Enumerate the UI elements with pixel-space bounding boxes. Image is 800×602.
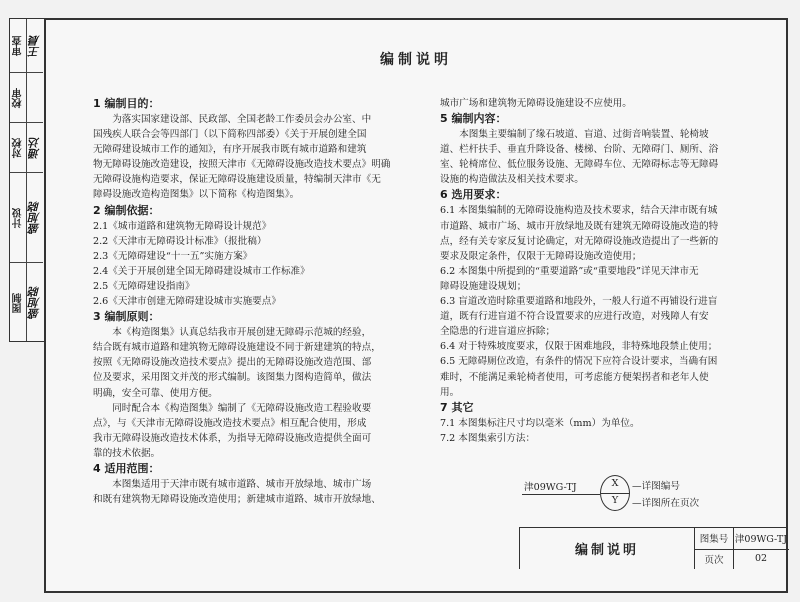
section-4-heading: 4 适用范围：	[93, 461, 160, 475]
title-block-grid	[694, 528, 789, 569]
atlas-number-value: 津09WG-TJ	[734, 534, 788, 546]
s4-continuation: 城市广场和建筑物无障碍设施建设不应使用。	[440, 98, 632, 109]
s3-line: 点》，与《天津市无障碍设施改造技术要点》相互配合使用，形成	[93, 417, 367, 429]
s3-line: 位及要求，采用图文并茂的形式编制。该图集力图构造简单，做法	[93, 372, 372, 384]
s3-line: 靠的技术依据。	[93, 447, 161, 459]
s1-line: 障碍设施改造构造图集》以下简称《构造图集》。	[93, 189, 300, 201]
left-column	[93, 96, 421, 507]
strip-signature-design: 盛旭晓	[28, 201, 41, 235]
s3-line: 明确，安全可靠、使用方便。	[93, 387, 218, 399]
strip-label-draw: 图制	[13, 293, 24, 313]
signoff-strip	[9, 18, 44, 342]
section-6-heading: 6 选用要求：	[440, 188, 507, 202]
index-detail-number: X	[611, 478, 619, 489]
s4-line: 和既有建筑物无障碍设施改造使用；新建城市道路、城市开放绿地、	[93, 494, 381, 506]
s6-line: 6.3 盲道改造时除重要道路和地段外，一般人行道不再铺设行进盲	[440, 296, 718, 308]
title-block-row-atlas	[695, 528, 789, 550]
s3-line: 按照《无障碍设施改造技术要点》提出的无障碍设施改造范围、部	[93, 357, 372, 369]
s1-line: 无障碍建设城市工作的通知》，有序开展我市既有城市道路和建筑	[93, 144, 367, 156]
strip-signature-draw: 盛旭晓	[28, 286, 41, 320]
s4-line: 本图集适用于天津市既有城市道路、城市开放绿地、城市广场	[112, 478, 372, 490]
right-column	[440, 96, 770, 446]
s6-line: 难时，不能满足乘轮椅者使用，可考虑能方便架拐者和老年人使	[440, 371, 709, 383]
s7-line: 7.2 本图集索引方法：	[440, 432, 536, 444]
strip-signature-check	[28, 77, 42, 119]
s2-item: 2.6《天津市创建无障碍建设城市实施要点》	[93, 296, 281, 308]
s5-line: 本图集主要编制了缘石坡道、盲道、过街音响装置、轮椅坡	[459, 129, 709, 141]
strip-label-review: 审查	[13, 36, 24, 56]
s6-line: 6.2 本图集中所提到的“重要道路”或“重要地段”详见天津市无	[440, 265, 699, 277]
index-atlas-code: 津09WG-TJ	[524, 482, 577, 493]
strip-label-check: 校审	[13, 88, 24, 108]
page-title: 编制说明	[380, 52, 452, 68]
s2-item: 2.3《无障碍建设“十一五”实施方案》	[93, 250, 253, 262]
section-1-heading: 1 编制目的：	[93, 97, 160, 110]
s6-line: 市道路、城市广场、城市开放绿地及既有建筑无障碍设施改造的特	[440, 220, 719, 232]
section-5-heading: 5 编制内容：	[440, 112, 507, 126]
s2-item: 2.5《无障碍建设指南》	[93, 280, 195, 292]
section-7-heading: 7 其它	[440, 400, 474, 414]
s5-line: 道、栏杆扶手、垂直升降设备、楼梯、台阶、无障碍门、厕所、浴	[440, 144, 719, 156]
title-block-row-page	[695, 549, 789, 570]
index-label-detail: —详图编号	[632, 481, 680, 492]
s6-line: 6.1 本图集编制的无障碍设施构造及技术要求，结合天津市既有城	[440, 205, 718, 217]
index-circle-divider	[601, 493, 629, 494]
page-number-label: 页次	[695, 549, 734, 570]
title-block	[519, 527, 788, 569]
s6-line: 全隐患的行进盲道应拆除；	[440, 326, 556, 338]
s6-line: 6.5 无障碍厕位改造，有条件的情况下应符合设计要求，当确有困	[440, 356, 718, 368]
s6-line: 点，经有关专家反复讨论确定，对无障碍设施改造提出了一些新的	[440, 235, 719, 247]
s3-line: 结合既有城市道路和建筑物无障碍设施建设不同于新建建筑的特点，	[93, 342, 381, 354]
index-page-number: Y	[611, 495, 619, 506]
s2-item: 2.1《城市道路和建筑物无障碍设计规范》	[93, 220, 272, 232]
index-circle	[600, 475, 630, 511]
title-block-name: 编制说明	[574, 543, 639, 558]
s6-line: 6.4 对于特殊坡度要求，仅限于困难地段，非特殊地段禁止使用；	[440, 341, 718, 353]
strip-label-proof: 对校	[13, 138, 24, 158]
s2-item: 2.2《天津市无障碍设计标准》（报批稿）	[93, 235, 267, 247]
s7-line: 7.1 本图集标注尺寸均以毫米（mm）为单位。	[440, 417, 640, 429]
index-example	[522, 475, 772, 515]
s1-line: 物无障碍设施改造建设，按照天津市《无障碍设施改造技术要点》明确	[93, 159, 391, 171]
s6-line: 要求及限定条件，仅限于无障碍设施改造使用；	[440, 250, 642, 262]
s3-line: 本《构造图集》认真总结我市开展创建无障碍示范城的经验，	[112, 327, 372, 339]
s1-line: 为落实国家建设部、民政部、全国老龄工作委员会办公室、中	[112, 114, 372, 125]
index-label-page: —详图所在页次	[632, 498, 700, 509]
atlas-number-label: 图集号	[695, 528, 734, 549]
s6-line: 障碍设施建设规划；	[440, 280, 527, 292]
section-2-heading: 2 编制依据：	[93, 203, 160, 217]
index-leader-line	[522, 494, 600, 495]
strip-signature-review: 王晨	[28, 35, 41, 57]
s3-line: 同时配合本《构造图集》编制了《无障碍设施改造工程验收要	[112, 402, 372, 414]
page-number-value: 02	[754, 553, 768, 565]
s1-line: 国残疾人联合会等四部门（以下简称四部委）《关于开展创建全国	[93, 129, 367, 141]
s5-line: 设施的构造做法及相关技术要求。	[440, 174, 584, 186]
s3-line: 我市无障碍设施改造技术体系，为指导无障碍设施改造提供全面可	[93, 432, 372, 444]
strip-label-design: 计设	[13, 208, 24, 228]
s2-item: 2.4《关于开展创建全国无障碍建设城市工作标准》	[93, 265, 310, 277]
s6-line: 道，既有行进盲道不符合设置要求的应进行改造，对残障人有安	[440, 311, 709, 323]
s1-line: 无障碍设施构造要求，保证无障碍设施建设质量，特编制天津市《无	[93, 174, 381, 186]
s6-line: 用。	[440, 386, 460, 398]
s5-line: 室、轮椅席位、低位服务设施、无障碍车位、无障碍标志等无障碍	[440, 159, 719, 171]
strip-signature-proof: 通达	[28, 137, 41, 159]
section-3-heading: 3 编制原则：	[93, 310, 160, 324]
